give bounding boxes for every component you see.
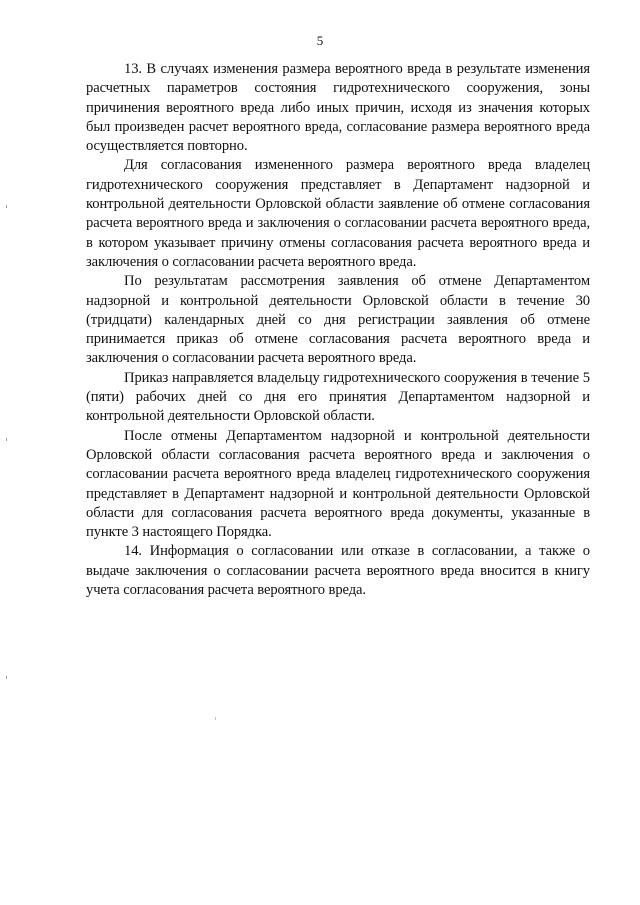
- paragraph-review-result: По результатам рассмотрения заявления об отмене Департаментом надзорной и контрольной деятельности Орловской области в течение 30 (тридцати) календарных дней со дня регистрации заявления об отмене принимается приказ об отмене согласования расчета вероятного вреда и заключения о согласовании расчета вероятного вреда.: [86, 273, 590, 367]
- paragraph-14: 14. Информация о согласовании или отказе в согласовании, а также о выдаче заключения о согласовании расчета вероятного вреда вносится в книгу учета согласования расчета вероятного вреда.: [86, 543, 590, 599]
- paragraph-after-cancellation: После отмены Департаментом надзорной и контрольной деятельности Орловской области согласования расчета вероятного вреда и заключения о согласовании расчета вероятного вреда владелец гидротехнического сооружения представляет в Департамент надзорной и контрольной деятельности Орловской области для согласования расчета вероятного вреда документы, указанные в пункте 3 настоящего Порядка.: [86, 427, 590, 541]
- scan-artifact: [6, 438, 7, 441]
- scan-artifact: [6, 205, 7, 208]
- paragraph-order-delivery: Приказ направляется владельцу гидротехнического сооружения в течение 5 (пяти) рабочих дней со дня его принятия Департаментом надзорной и контрольной деятельности Орловской области.: [86, 369, 590, 425]
- scan-artifact: [215, 717, 216, 720]
- page-number: 5: [316, 33, 324, 48]
- scan-artifact: [6, 676, 7, 679]
- document-body: [86, 60, 590, 600]
- paragraph-change-request: Для согласования измененного размера вероятного вреда владелец гидротехнического сооружения представляет в Департамент надзорной и контрольной деятельности Орловской области заявление об отмене согласования расчета вероятного вреда и заключения о согласовании расчета вероятного вреда, в котором указывает причину отмены согласования расчета вероятного вреда и заключения о согласовании расчета вероятного вреда.: [86, 157, 590, 270]
- paragraph-13: 13. В случаях изменения размера вероятного вреда в результате изменения расчетных параметров состояния гидротехнического сооружения, зоны причинения вероятного вреда либо иных причин, исходя из значения которых был произведен расчет вероятного вреда, согласование размера вероятного вреда осуществляется повторно.: [86, 61, 590, 155]
